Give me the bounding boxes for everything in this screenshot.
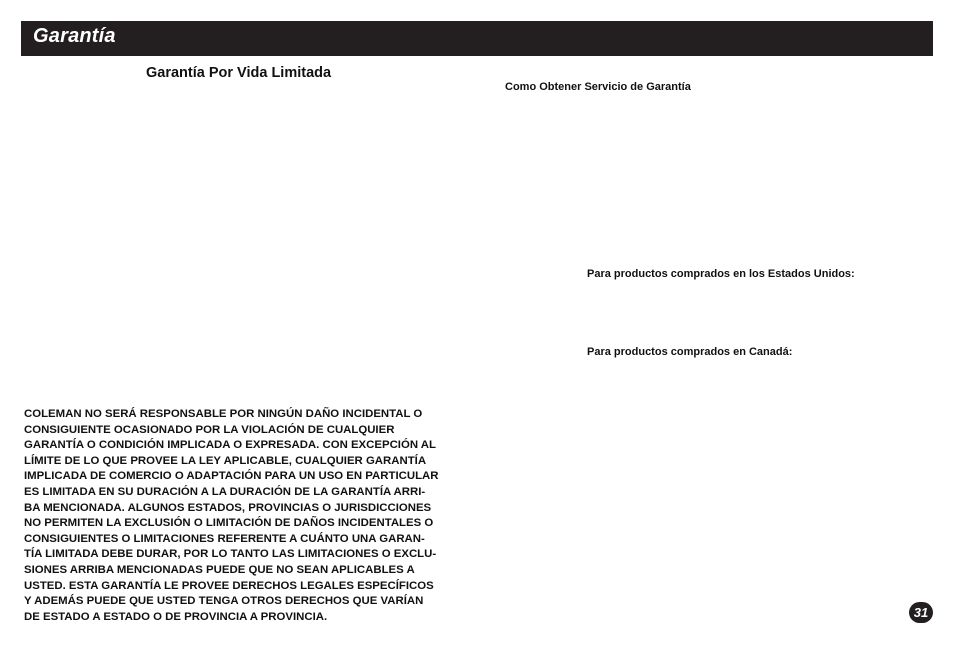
- page-number: 31: [909, 602, 933, 623]
- disclaimer-line: ES LIMITADA EN SU DURACIÓN A LA DURACIÓN DE LA GARANTÍA ARRI-: [24, 485, 426, 498]
- us-products-heading: Para productos comprados en los Estados Unidos:: [587, 268, 855, 280]
- disclaimer-paragraph: [24, 407, 484, 625]
- disclaimer-line: NO PERMITEN LA EXCLUSIÓN O LIMITACIÓN DE DAÑOS INCIDENTALES O: [24, 517, 434, 530]
- disclaimer-line: DE ESTADO A ESTADO O DE PROVINCIA A PROVINCIA.: [24, 610, 328, 623]
- disclaimer-line: GARANTÍA O CONDICIÓN IMPLICADA O EXPRESADA. CON EXCEPCIÓN AL: [24, 439, 436, 452]
- section-title: Garantía Por Vida Limitada: [146, 65, 332, 81]
- disclaimer-line: Y ADEMÁS PUEDE QUE USTED TENGA OTROS DERECHOS QUE VARÍAN: [24, 595, 424, 608]
- page-title: Garantía: [33, 25, 116, 47]
- disclaimer-line: USTED. ESTA GARANTÍA LE PROVEE DERECHOS LEGALES ESPECÍFICOS: [24, 579, 434, 592]
- disclaimer-line: CONSIGUIENTES O LIMITACIONES REFERENTE A CUÁNTO UNA GARAN-: [24, 532, 425, 545]
- disclaimer-line: SIONES ARRIBA MENCIONADAS PUEDE QUE NO SEAN APLICABLES A: [24, 563, 415, 576]
- disclaimer-line: COLEMAN NO SERÁ RESPONSABLE POR NINGÚN DAÑO INCIDENTAL O: [24, 408, 423, 420]
- disclaimer-line: CONSIGUIENTE OCASIONADO POR LA VIOLACIÓN DE CUALQUIER: [24, 423, 395, 436]
- disclaimer-line: TÍA LIMITADA DEBE DURAR, POR LO TANTO LAS LIMITACIONES O EXCLU-: [24, 548, 437, 561]
- header-bar: [21, 21, 933, 56]
- canada-products-heading: Para productos comprados en Canadá:: [587, 346, 793, 358]
- disclaimer-line: LÍMITE DE LO QUE PROVEE LA LEY APLICABLE, CUALQUIER GARANTÍA: [24, 454, 427, 467]
- disclaimer-line: BA MENCIONADA. ALGUNOS ESTADOS, PROVINCIAS O JURISDICCIONES: [24, 501, 432, 514]
- service-heading: Como Obtener Servicio de Garantía: [505, 81, 691, 93]
- disclaimer-line: IMPLICADA DE COMERCIO O ADAPTACIÓN PARA UN USO EN PARTICULAR: [24, 470, 439, 483]
